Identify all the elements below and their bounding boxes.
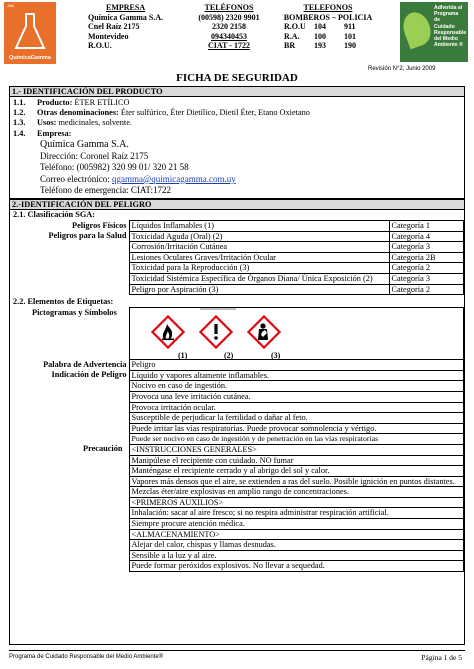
precaution-row <box>10 497 464 508</box>
precaution-row <box>10 519 464 530</box>
row-label: Otras denominaciones: <box>37 108 119 118</box>
telefonos-title: TELÉFONOS <box>204 3 254 12</box>
telefonos-block <box>186 3 272 51</box>
responsible-care-badge <box>400 2 468 62</box>
label-elements-subheading: 2.2. Elementos de Etiquetas: <box>13 297 114 307</box>
other-names-row <box>10 108 464 118</box>
pictogram-row <box>10 308 464 360</box>
company-name: Química Gamma S.A. <box>40 138 129 150</box>
hazard-category: Categoría 2B <box>389 252 464 263</box>
emerg-country: BR <box>284 41 296 51</box>
hazard-text: Líquidos Inflamables (1) <box>129 221 389 232</box>
hazard-statement: Líquido y vapores altamente inflamables. <box>129 370 464 381</box>
hazard-label: Peligros para la Salud <box>10 231 129 242</box>
product-row <box>10 98 464 108</box>
hazard-category: Categoría 2 <box>389 263 464 274</box>
signal-word: Peligro <box>129 360 464 371</box>
precaution-row <box>10 561 464 572</box>
precaution-row <box>10 466 464 477</box>
email-label: Correo electrónico: <box>40 173 112 184</box>
ghs-pictograms <box>136 308 296 360</box>
hazard-statement-row <box>10 423 464 434</box>
hazard-statement-row <box>10 434 464 445</box>
row-value: ÉTER ETÍLICO <box>72 98 130 107</box>
empresa-line: Cnel Raíz 2175 <box>88 22 140 32</box>
telefono-line: 2320 2158 <box>212 22 246 32</box>
logo-brand: QuímicaGamma <box>9 55 51 61</box>
hazard-row <box>10 252 464 263</box>
precaution-text: Puede formar peróxidos explosivos. No llevar a sequedad. <box>129 561 464 572</box>
emerg-country: R.A. <box>284 31 300 41</box>
signal-word-label: Palabra de Advertencia <box>10 360 129 371</box>
hazard-statement: Provoca irritación ocular. <box>129 402 464 413</box>
row-value: medicinales, solvente. <box>56 118 132 128</box>
empresa-line: Montevideo <box>88 31 129 41</box>
leaf-icon <box>399 9 435 50</box>
document-title: FICHA DE SEGURIDAD <box>176 72 298 84</box>
empresa-title: EMPRESA <box>105 3 146 12</box>
precaution-row <box>10 550 464 561</box>
precaution-label: Precaución <box>10 444 129 455</box>
hazard-label <box>10 273 129 284</box>
precaution-text: Manténgase el recipiente cerrado y al abrigo del sol y calor. <box>129 466 464 477</box>
precaution-text: Alejar del calor, chispas y llamas desnudas. <box>129 540 464 551</box>
emerg-policia: 101 <box>344 31 356 41</box>
empresa-block <box>88 3 163 51</box>
precaution-text: Manipúlese el recipiente con cuidado. NO fumar <box>129 455 464 466</box>
precaution-text: Vapores más densos que el aire, se extienden a ras del suelo. Posible ignición en puntos distantes. <box>129 476 464 487</box>
hazard-statement-row <box>10 370 464 381</box>
pictogram-caption: (3) <box>270 351 280 361</box>
hazard-category: Categoría 3 <box>389 273 464 284</box>
badge-line: Programa de <box>434 11 459 24</box>
hazard-label: Peligros Físicos <box>10 221 129 232</box>
pictogram-caption: (2) <box>223 351 233 361</box>
hazard-row <box>10 242 464 253</box>
page-number: Página 1 de 5 <box>421 653 462 662</box>
pictogram-caption: (1) <box>177 351 187 361</box>
hazard-row <box>10 273 464 284</box>
flame-icon <box>152 317 183 348</box>
pictogram-cell <box>129 308 464 360</box>
label-elements-table <box>10 307 464 572</box>
badge-line: Adherida al <box>434 5 463 11</box>
ciat-line: CIAT - 1722 <box>208 41 250 51</box>
hazard-statement-row <box>10 413 464 424</box>
row-label: Producto: <box>37 98 73 107</box>
precaution-row <box>10 529 464 540</box>
precaution-text: Inhalación: sacar al aire fresco; si no respira administrar respiración artificial. <box>129 508 464 519</box>
company-phone: Teléfono: (005982) 320 99 01/ 320 21 58 <box>40 162 189 173</box>
emergency-block <box>278 3 378 51</box>
section-2 <box>9 199 465 645</box>
badge-line: Ambiente ® <box>434 42 463 49</box>
telefono-line: (00598) 2320 9901 <box>198 12 260 22</box>
emergency-title: TELEFONOS <box>303 3 353 12</box>
hazard-text: Lesiones Oculares Graves/Irritación Ocular <box>129 252 389 263</box>
hazard-label <box>10 252 129 263</box>
row-label: Empresa: <box>37 128 72 138</box>
hazard-label <box>10 263 129 274</box>
hazard-category: Categoría 3 <box>389 242 464 253</box>
emergency-subtitle: BOMBEROS – POLICIA <box>283 12 373 22</box>
hazard-text: Toxicidad para la Reproducción (3) <box>129 263 389 274</box>
hazard-text: Toxicidad Sistémica Específica de Órganos Diana/ Única Exposición (2) <box>129 273 389 284</box>
badge-line: Responsable <box>434 29 467 36</box>
precaution-heading: <INSTRUCCIONES GENERALES> <box>129 444 464 455</box>
revision-text: Revisión N°2, Junio 2009 <box>368 66 436 72</box>
hazard-indication-label: Indicación de Peligro <box>10 370 129 381</box>
footer-program: Programa de Cuidado Responsable del Medio Ambiente® <box>9 654 164 660</box>
health-hazard-icon <box>248 317 279 348</box>
precaution-row <box>10 455 464 466</box>
logo-small-text: JMA <box>7 4 14 8</box>
hazard-row <box>10 284 464 295</box>
sga-subheading: 2.1. Clasificación SGA: <box>13 210 96 219</box>
exclamation-icon <box>200 317 231 348</box>
telefono-line: 094340453 <box>211 31 247 41</box>
row-value: Éter sulfúrico, Éter Dietílico, Dietil Éter, Etano Oxietano <box>118 108 310 118</box>
hazard-statement-row <box>10 402 464 413</box>
emerg-country: R.O.U <box>284 22 306 32</box>
hazard-category: Categoría 1 <box>389 221 464 232</box>
hazard-category: Categoría 4 <box>389 231 464 242</box>
company-email-line <box>40 174 464 186</box>
hazard-text: Corrosión/Irritación Cutánea <box>129 242 389 253</box>
hazard-statement: Nocivo en caso de ingestión. <box>129 381 464 392</box>
hazard-statement: Susceptible de perjudicar la fertilidad o dañar al feto. <box>129 413 464 424</box>
hazard-row <box>10 221 464 232</box>
precaution-heading: <PRIMEROS AUXILIOS> <box>129 497 464 508</box>
precaution-row <box>10 540 464 551</box>
company-row <box>10 129 464 139</box>
pictogram-label: Pictogramas y Símbolos <box>10 308 129 360</box>
precaution-text: Siempre procure atención médica. <box>129 519 464 530</box>
company-logo <box>4 2 56 64</box>
badge-line: Cuidado <box>434 23 455 30</box>
section-2-heading: 2.-IDENTIFICACIÓN DEL PELIGRO <box>10 200 464 210</box>
signal-word-row <box>10 360 464 371</box>
row-number: 1.4. <box>13 128 26 138</box>
precaution-text: Mezclas éter/aire explosivas en amplio rango de concentraciones. <box>129 487 464 498</box>
precaution-heading: <ALMACENAMIENTO> <box>129 529 464 540</box>
emerg-bomberos: 193 <box>314 41 326 51</box>
hazard-table <box>10 220 464 295</box>
row-number: 1.2. <box>13 108 26 118</box>
emerg-policia: 911 <box>344 22 356 32</box>
email-link[interactable]: qgamma@quimicagamma.com.uy <box>111 173 236 184</box>
row-number: 1.1. <box>13 98 26 107</box>
hazard-row <box>10 231 464 242</box>
precaution-row <box>10 444 464 455</box>
hazard-statement: Provoca una leve irritación cutánea. <box>129 391 464 402</box>
hazard-statement: Puede irritar las vías respiratorias. Puede provocar somnolencia y vértigo. <box>129 423 464 434</box>
precaution-row <box>10 476 464 487</box>
hazard-text: Peligro por Aspiración (3) <box>129 284 389 295</box>
hazard-statement-row <box>10 381 464 392</box>
hazard-statement: Puede ser nocivo en caso de ingestión y de penetración en las vías respiratorias <box>129 434 464 445</box>
hazard-row <box>10 263 464 274</box>
emerg-bomberos: 104 <box>314 22 326 32</box>
row-label: Usos: <box>37 118 57 128</box>
company-address: Dirección: Coronel Raíz 2175 <box>40 150 149 161</box>
badge-line: del Medio <box>434 36 458 43</box>
hazard-label <box>10 284 129 295</box>
hazard-text: Toxicidad Aguda (Oral) (2) <box>129 231 389 242</box>
hazard-label <box>10 242 129 253</box>
emerg-bomberos: 100 <box>314 31 326 41</box>
section-1 <box>9 86 465 199</box>
company-details <box>10 139 464 197</box>
hazard-statement-row <box>10 391 464 402</box>
empresa-line: Química Gamma S.A. <box>88 12 164 22</box>
empresa-line: R.O.U. <box>88 41 112 51</box>
section-1-heading: 1.- IDENTIFICACIÓN DEL PRODUCTO <box>10 87 464 97</box>
precaution-row <box>10 487 464 498</box>
uses-row <box>10 118 464 128</box>
emerg-policia: 190 <box>344 41 356 51</box>
hazard-category: Categoría 2 <box>389 284 464 295</box>
precaution-text: Sensible a la luz y al aire. <box>129 550 464 561</box>
footer-divider <box>9 650 465 651</box>
row-number: 1.3. <box>13 118 26 128</box>
company-emergency: Teléfono de emergencia: CIAT:1722 <box>40 185 171 196</box>
precaution-row <box>10 508 464 519</box>
